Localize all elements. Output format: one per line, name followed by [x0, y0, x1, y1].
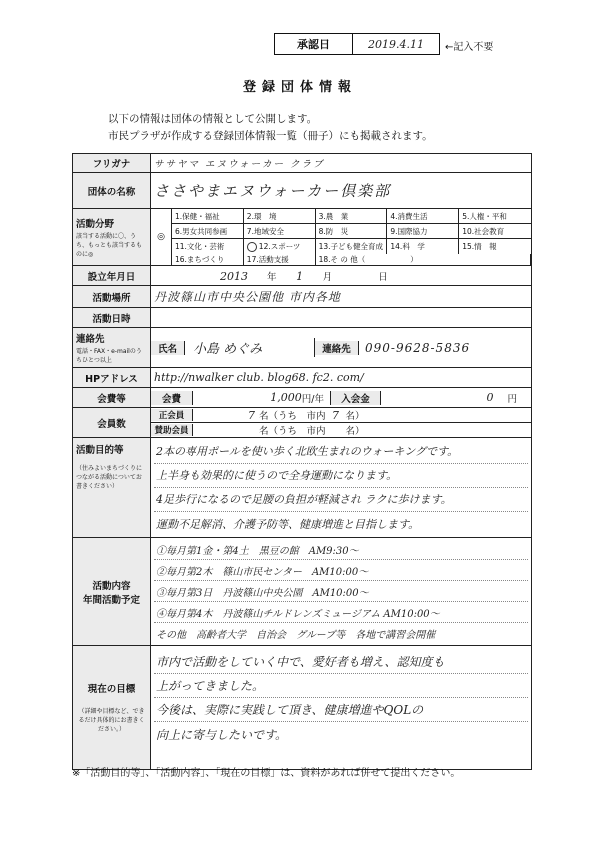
schedule-value — [151, 308, 532, 328]
founded-label: 設立年月日 — [73, 266, 151, 286]
regular-members: 7 — [248, 408, 255, 422]
registration-form: フリガナ ササヤマ エヌウォーカー クラブ 団体の名称 ささやまエヌウォーカー倶楽部 活動分野 該当する活動に〇、うち、もっとも該当するものに◎ ◎ 1.保健・福祉 2.環 境 3.農 業 4.消費生活 5.人権・平和 6.男女共同参画 7.地域安全 8.防 災 9.国際協力 10.社会教育 11.文化・芸術 12.スポーツ 13.子ども健全育成 14.科 学 15.情 報 16.まちづくり 17.活動支援 18.そ の 他（ ） 設立年月日 2013 年 1 月 日 活動場所 丹波篠山市中央公園他 市内各地 活動日時 連絡先 電話・FAX・e-mailのうちひとつ以上 氏名 小島 めぐみ 連絡先 090-9628-5836 HPアドレス http://nwalker club. blog68. fc2. com/ 会費等 会費 1,000 円/年 入会金 0 円 会員数 正会員 7 名（うち 市内 7 名） 賛助会員 名（うち 市内 名） 活動目的等 （住みよいまちづくりにつながる活動についてお書きください） 2本の専用ポールを使い歩く北欧生まれのウォーキングです。 上半身も効果的に使うので全身運動になります。 4足歩行になるので足腰の負担が軽減され ラクに歩けます。 運動不足解消、介護予防等、健康増進と目指します。 活動内容 年間活動予定 ①毎月第1金・第4土 黒豆の館 AM9:30〜 ②毎月第2木 篠山市民センター AM10:00〜 ③毎月第3日 丹波篠山中央公園 AM10:00〜 ④毎月第4木 丹波篠山チルドレンズミュージアム AM10:00〜 その他 高齢者大学 自治会 グループ等 各地で講習会開催 現在の目標 （詳細や目標など、できるだけ具体的にお書きください。） 市内で活動をしていく中で、愛好者も増え、認知度も 上がってきました。 今後は、実際に実践して頂き、健康増進やQOLの 向上に寄与したいです。 — [72, 153, 532, 770]
purpose-line: 上半身も効果的に使うので全身運動になります。 — [154, 464, 528, 488]
entry-fee-label: 入会金 — [331, 391, 381, 405]
contact-label: 連絡先 — [76, 333, 105, 345]
group-name-value: ささやまエヌウォーカー倶楽部 — [151, 173, 532, 209]
field-option[interactable]: 16.まちづくり — [172, 254, 244, 265]
contact-name: 小島 めぐみ — [185, 338, 315, 357]
founded-date: 2013 年 1 月 日 — [151, 266, 532, 286]
intro-line-1: 以下の情報は団体の情報として公開します。 — [108, 113, 318, 125]
schedule-label: 活動日時 — [73, 308, 151, 328]
founded-month: 1 — [296, 269, 304, 283]
fields-note: 該当する活動に〇、うち、もっとも該当するものに◎ — [76, 232, 143, 258]
place-value: 丹波篠山市中央公園他 市内各地 — [151, 286, 532, 308]
goal-line: 市内で活動をしていく中で、愛好者も増え、認知度も — [154, 650, 528, 674]
fee-value: 1,000 — [270, 391, 302, 404]
field-option[interactable]: 9.国際協力 — [387, 224, 459, 239]
field-option[interactable]: 7.地域安全 — [244, 224, 316, 239]
approval-note: ←記入不要 — [445, 42, 494, 53]
fields-grid — [171, 209, 531, 265]
goal-label-cell — [73, 646, 151, 770]
purpose-line: 4足歩行になるので足腰の負担が軽減され ラクに歩けます。 — [154, 488, 528, 512]
activities-label-cell — [73, 538, 151, 646]
selected-circle-icon — [247, 242, 257, 252]
field-option[interactable]: 15.情 報 — [462, 242, 497, 251]
field-option[interactable]: 18.そ の 他（ ） — [316, 254, 531, 265]
field-option[interactable]: 2.環 境 — [244, 209, 316, 224]
regular-city-members: 7 — [332, 408, 340, 422]
goal-label: 現在の目標 — [87, 684, 136, 695]
furigana-label: フリガナ — [73, 154, 151, 173]
field-option[interactable]: 5.人権・平和 — [459, 209, 531, 224]
field-option[interactable]: 3.農 業 — [316, 209, 388, 224]
furigana-value: ササヤマ エヌウォーカー クラブ — [151, 154, 532, 173]
purpose-note: （住みよいまちづくりにつながる活動についてお書きください） — [76, 465, 142, 490]
activity-line: ②毎月第2木 篠山市民センター AM10:00〜 — [154, 560, 528, 581]
hp-label: HPアドレス — [73, 368, 151, 388]
field-option[interactable]: 11.文化・芸術 — [172, 239, 244, 254]
goal-line: 向上に寄与したいです。 — [156, 727, 288, 742]
founded-year: 2013 — [220, 269, 248, 283]
page-title: 登録団体情報 — [242, 80, 357, 95]
field-option[interactable]: 1.保健・福祉 — [172, 209, 244, 224]
fee-value-cell: 1,000 円/年 — [193, 391, 331, 405]
fee-sub-label: 会費 — [151, 391, 193, 405]
group-name-label: 団体の名称 — [73, 173, 151, 209]
goal-line: 今後は、実際に実践して頂き、健康増進やQOLの — [154, 698, 528, 722]
contact-note: 電話・FAX・e-mailのうちひとつ以上 — [76, 347, 142, 364]
primary-field-mark: ◎ — [157, 232, 165, 242]
purpose-line: 2本の専用ポールを使い歩く北欧生まれのウォーキングです。 — [154, 440, 528, 464]
place-label: 活動場所 — [73, 286, 151, 308]
field-option[interactable]: 6.男女共同参画 — [172, 224, 244, 239]
approval-date: 2019.4.11 — [368, 37, 424, 51]
regular-members-label: 正会員 — [151, 409, 193, 421]
fields-label-cell — [73, 209, 151, 266]
activity-line: ③毎月第3日 丹波篠山中央公園 AM10:00〜 — [154, 581, 528, 602]
approval-label: 承認日 — [275, 34, 353, 54]
activity-line: その他 高齢者大学 自治会 グループ等 各地で講習会開催 — [156, 630, 436, 641]
hp-value: http://nwalker club. blog68. fc2. com/ — [151, 368, 532, 388]
activity-line: ①毎月第1金・第4土 黒豆の館 AM9:30〜 — [154, 539, 528, 560]
approval-date-box — [274, 33, 440, 55]
purpose-line: 運動不足解消、介護予防等、健康増進と目指します。 — [156, 517, 420, 531]
contact-name-label: 氏名 — [151, 341, 185, 355]
field-option[interactable]: 14.科 学 — [387, 239, 459, 254]
field-option[interactable]: 17.活動支援 — [244, 254, 316, 265]
field-option[interactable]: 13.子ども健全育成 — [316, 239, 388, 254]
activities-label: 活動内容 — [92, 580, 131, 592]
field-option-selected[interactable]: 12.スポーツ — [244, 239, 316, 254]
field-option[interactable]: 8.防 災 — [316, 224, 388, 239]
activity-line: ④毎月第4木 丹波篠山チルドレンズミュージアム AM10:00〜 — [154, 602, 528, 623]
fee-label: 会費等 — [73, 388, 151, 408]
goal-note: （詳細や目標など、できるだけ具体的にお書きください。） — [78, 708, 145, 733]
goal-lines — [151, 646, 532, 770]
support-members-label: 賛助会員 — [151, 424, 193, 436]
purpose-label: 活動目的等 — [76, 445, 124, 456]
contact-label-cell — [73, 328, 151, 368]
field-option[interactable]: 4.消費生活 — [387, 209, 459, 224]
contact-tel-label: 連絡先 — [315, 341, 359, 355]
footer-note: ※「活動目的等」、「活動内容」、「現在の目標」は、資料があれば併せて提出ください。 — [72, 768, 461, 779]
field-option[interactable]: 10.社会教育 — [459, 224, 531, 239]
intro-line-2: 市民プラザが作成する登録団体情報一覧（冊子）にも掲載されます。 — [108, 130, 433, 142]
fields-label: 活動分野 — [76, 218, 115, 230]
purpose-lines — [151, 438, 532, 538]
activities-label-2: 年間活動予定 — [82, 594, 140, 606]
goal-line: 上がってきました。 — [154, 674, 528, 698]
activities-lines — [151, 538, 532, 646]
contact-tel: 090-9628-5836 — [365, 340, 471, 355]
entry-fee-value: 0 — [486, 391, 494, 404]
entry-fee-cell: 0 円 — [486, 391, 517, 405]
members-label: 会員数 — [73, 408, 151, 438]
purpose-label-cell — [73, 438, 151, 538]
